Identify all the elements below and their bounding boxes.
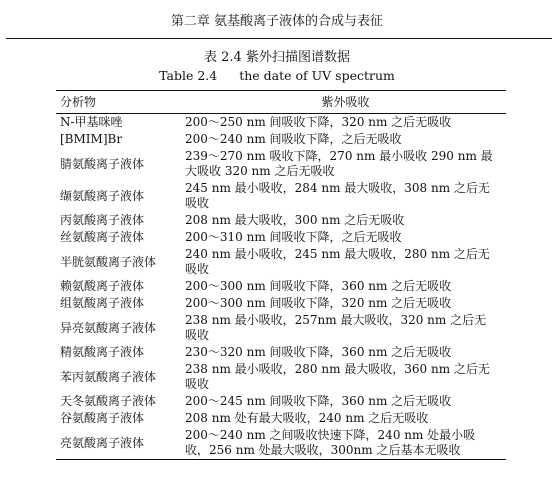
table-caption-en-title: the date of UV spectrum	[239, 68, 395, 83]
cell-absorption: 200～240 nm 间吸收下降，之后无吸收	[185, 132, 402, 146]
cell-analyte: 异亮氨酸离子液体	[60, 320, 157, 335]
cell-analyte: 丙氨酸离子液体	[60, 213, 145, 227]
cell-analyte: [BMIM]Br	[60, 132, 123, 146]
table-row	[56, 131, 506, 148]
cell-analyte: 苯丙氨酸离子液体	[60, 369, 157, 384]
cell-absorption: 238 nm 最小吸收，257nm 最大吸收，320 nm 之后无吸收	[185, 313, 487, 342]
cell-analyte: 赖氨酸离子液体	[60, 279, 145, 293]
table-row	[56, 312, 506, 344]
cell-analyte: 亮氨酸离子液体	[60, 435, 145, 450]
cell-analyte: N-甲基咪唑	[60, 115, 123, 129]
table-row	[56, 180, 506, 212]
table-row	[56, 246, 506, 278]
column-header-analyte: 分析物	[60, 94, 97, 109]
column-header-absorption: 紫外吸收	[321, 94, 370, 109]
cell-absorption: 200～240 nm 之间吸收快速下降，240 nm 处最小吸收，256 nm 处最大吸收，300nm 之后基本无吸收	[185, 428, 476, 457]
table-row	[56, 229, 506, 246]
cell-analyte: 缬氨酸离子液体	[60, 188, 145, 203]
cell-absorption: 200～300 nm 间吸收下降，360 nm 之后无吸收	[185, 279, 452, 293]
cell-analyte: 半胱氨酸离子液体	[60, 254, 157, 269]
cell-analyte: 谷氨酸离子液体	[60, 411, 145, 425]
cell-analyte: 精氨酸离子液体	[60, 345, 145, 359]
table-row	[56, 393, 506, 410]
cell-absorption: 200～250 nm 间吸收下降，320 nm 之后无吸收	[185, 115, 452, 129]
table-caption-en	[0, 68, 554, 83]
table-row	[56, 410, 506, 427]
table-row	[56, 295, 506, 312]
cell-absorption: 200～245 nm 间吸收下降，360 nm 之后无吸收	[185, 394, 452, 408]
table-row	[56, 212, 506, 229]
table-caption-en-label: Table 2.4	[159, 68, 218, 83]
table-header-row	[56, 91, 506, 114]
table-row	[56, 148, 506, 180]
cell-absorption: 208 nm 最大吸收，300 nm 之后无吸收	[185, 213, 405, 227]
cell-absorption: 208 nm 处有最大吸收，240 nm 之后无吸收	[185, 411, 429, 425]
cell-analyte: 组氨酸离子液体	[60, 296, 145, 310]
header-rule	[6, 38, 552, 39]
cell-absorption: 238 nm 最小吸收，280 nm 最大吸收，360 nm 之后无吸收	[185, 362, 490, 391]
cell-analyte: 腈氨酸离子液体	[60, 156, 145, 171]
cell-analyte: 丝氨酸离子液体	[60, 230, 145, 244]
page-header: 第二章 氨基酸离子液体的合成与表征	[170, 14, 384, 29]
cell-absorption: 245 nm 最小吸收，284 nm 最大吸收，308 nm 之后无吸收	[185, 181, 490, 210]
table-body	[56, 114, 506, 460]
table-caption-cn: 表 2.4 紫外扫描图谱数据	[204, 50, 350, 65]
cell-absorption: 239～270 nm 吸收下降，270 nm 最小吸收 290 nm 最大吸收 320 nm 之后无吸收	[185, 149, 493, 178]
cell-absorption: 240 nm 最小吸收，245 nm 最大吸收，280 nm 之后无吸收	[185, 247, 490, 276]
table-row	[56, 344, 506, 361]
table-row	[56, 278, 506, 295]
cell-absorption: 230～320 nm 间吸收下降，360 nm 之后无吸收	[185, 345, 452, 359]
cell-absorption: 200～300 nm 间吸收下降，320 nm 之后无吸收	[185, 296, 452, 310]
cell-absorption: 200～310 nm 间吸收下降，之后无吸收	[185, 230, 402, 244]
table-row	[56, 114, 506, 132]
table-row	[56, 427, 506, 460]
uv-spectrum-table	[56, 90, 506, 460]
table-row	[56, 361, 506, 393]
cell-analyte: 天冬氨酸离子液体	[60, 394, 157, 408]
